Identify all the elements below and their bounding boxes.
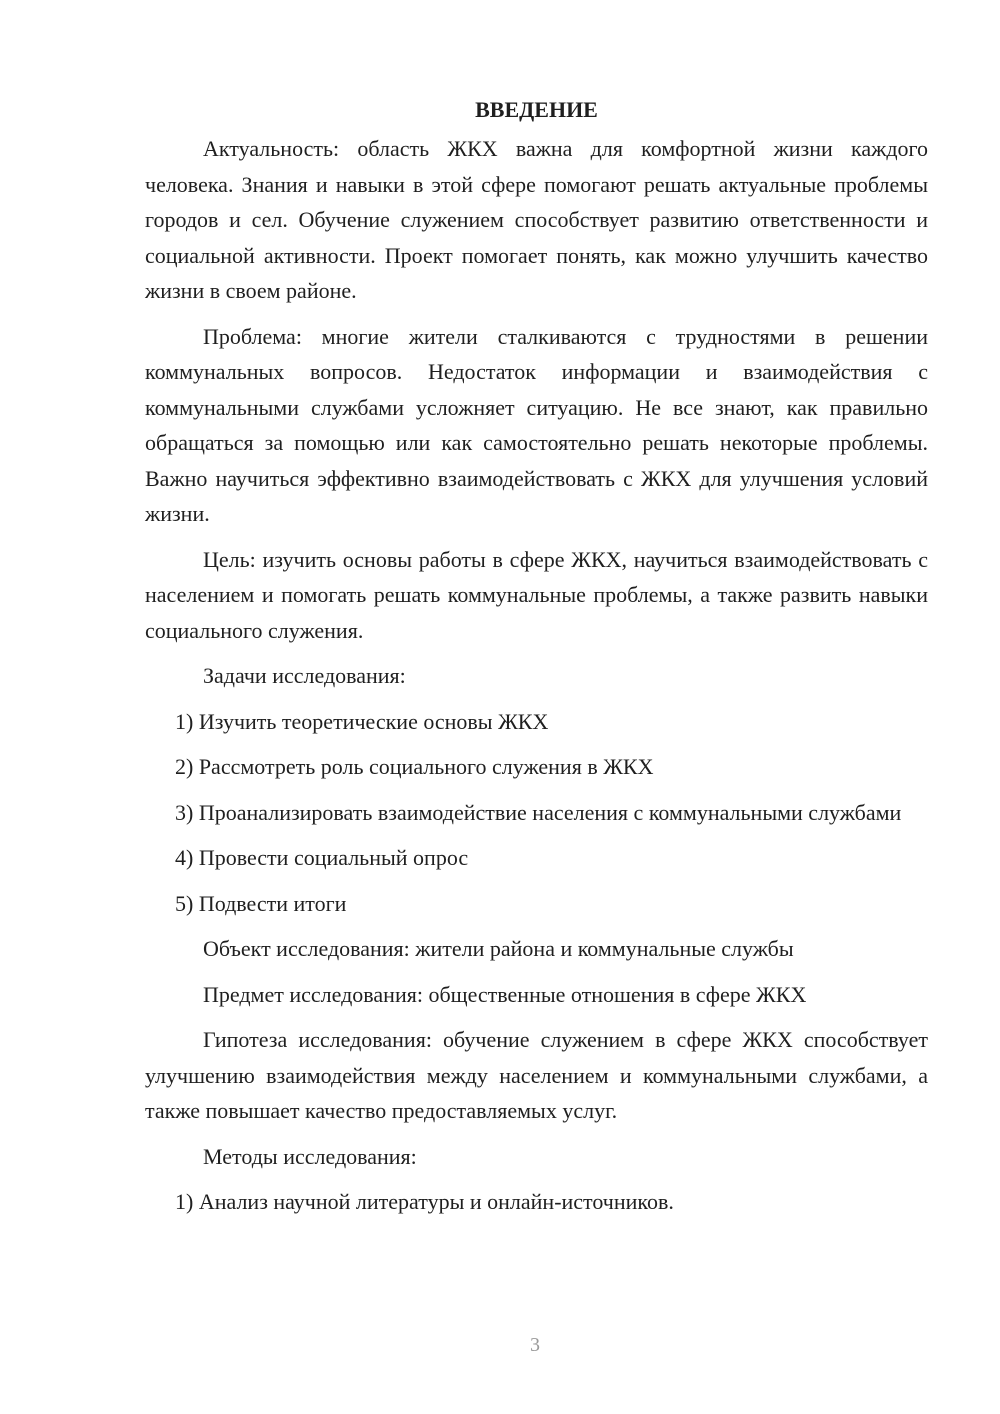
research-subject: Предмет исследования: общественные отношения в сфере ЖКХ: [203, 981, 807, 1007]
page-number: 3: [530, 1334, 540, 1356]
research-object: Объект исследования: жители района и коммунальные службы: [203, 936, 794, 961]
research-hypothesis: Гипотеза исследования: обучение служением в сфере ЖКХ способствует улучшению взаимодействия между населением и коммунальными службами, а также повышает качество предоставляемых услуг.: [145, 1027, 928, 1123]
task-item-2: 2) Рассмотреть роль социального служения в ЖКХ: [175, 754, 654, 779]
method-item-1: 1) Анализ научной литературы и онлайн-источников.: [175, 1189, 674, 1214]
page-title: ВВЕДЕНИЕ: [475, 97, 598, 122]
task-item-3: 3) Проанализировать взаимодействие населения с коммунальными службами: [175, 799, 902, 825]
methods-list: [145, 1184, 928, 1220]
tasks-list: [145, 704, 928, 922]
goal-paragraph: Цель: изучить основы работы в сфере ЖКХ, научиться взаимодействовать с населением и помогать решать коммунальные проблемы, а также развить навыки социального служения.: [145, 546, 928, 643]
problem-paragraph: Проблема: многие жители сталкиваются с трудностями в решении коммунальных вопросов. Недостаток информации и взаимодействия с коммунальными службами усложняет ситуацию. Не все знают, как правильно обращаться за помощью или как самостоятельно решать некоторые проблемы. Важно научиться эффективно взаимодействовать с ЖКХ для улучшения условий жизни.: [145, 323, 928, 526]
relevance-paragraph: Актуальность: область ЖКХ важна для комфортной жизни каждого человека. Знания и навыки в этой сфере помогают решать актуальные проблемы городов и сел. Обучение служением способствует развитию ответственности и социальной активности. Проект помогает понять, как можно улучшить качество жизни в своем районе.: [145, 136, 928, 303]
document-page: [145, 92, 928, 1230]
tasks-heading: Задачи исследования:: [203, 663, 406, 688]
task-item-5: 5) Подвести итоги: [175, 890, 347, 916]
task-item-4: 4) Провести социальный опрос: [175, 845, 469, 870]
task-item-1: 1) Изучить теоретические основы ЖКХ: [175, 708, 549, 734]
methods-heading: Методы исследования:: [203, 1143, 417, 1169]
